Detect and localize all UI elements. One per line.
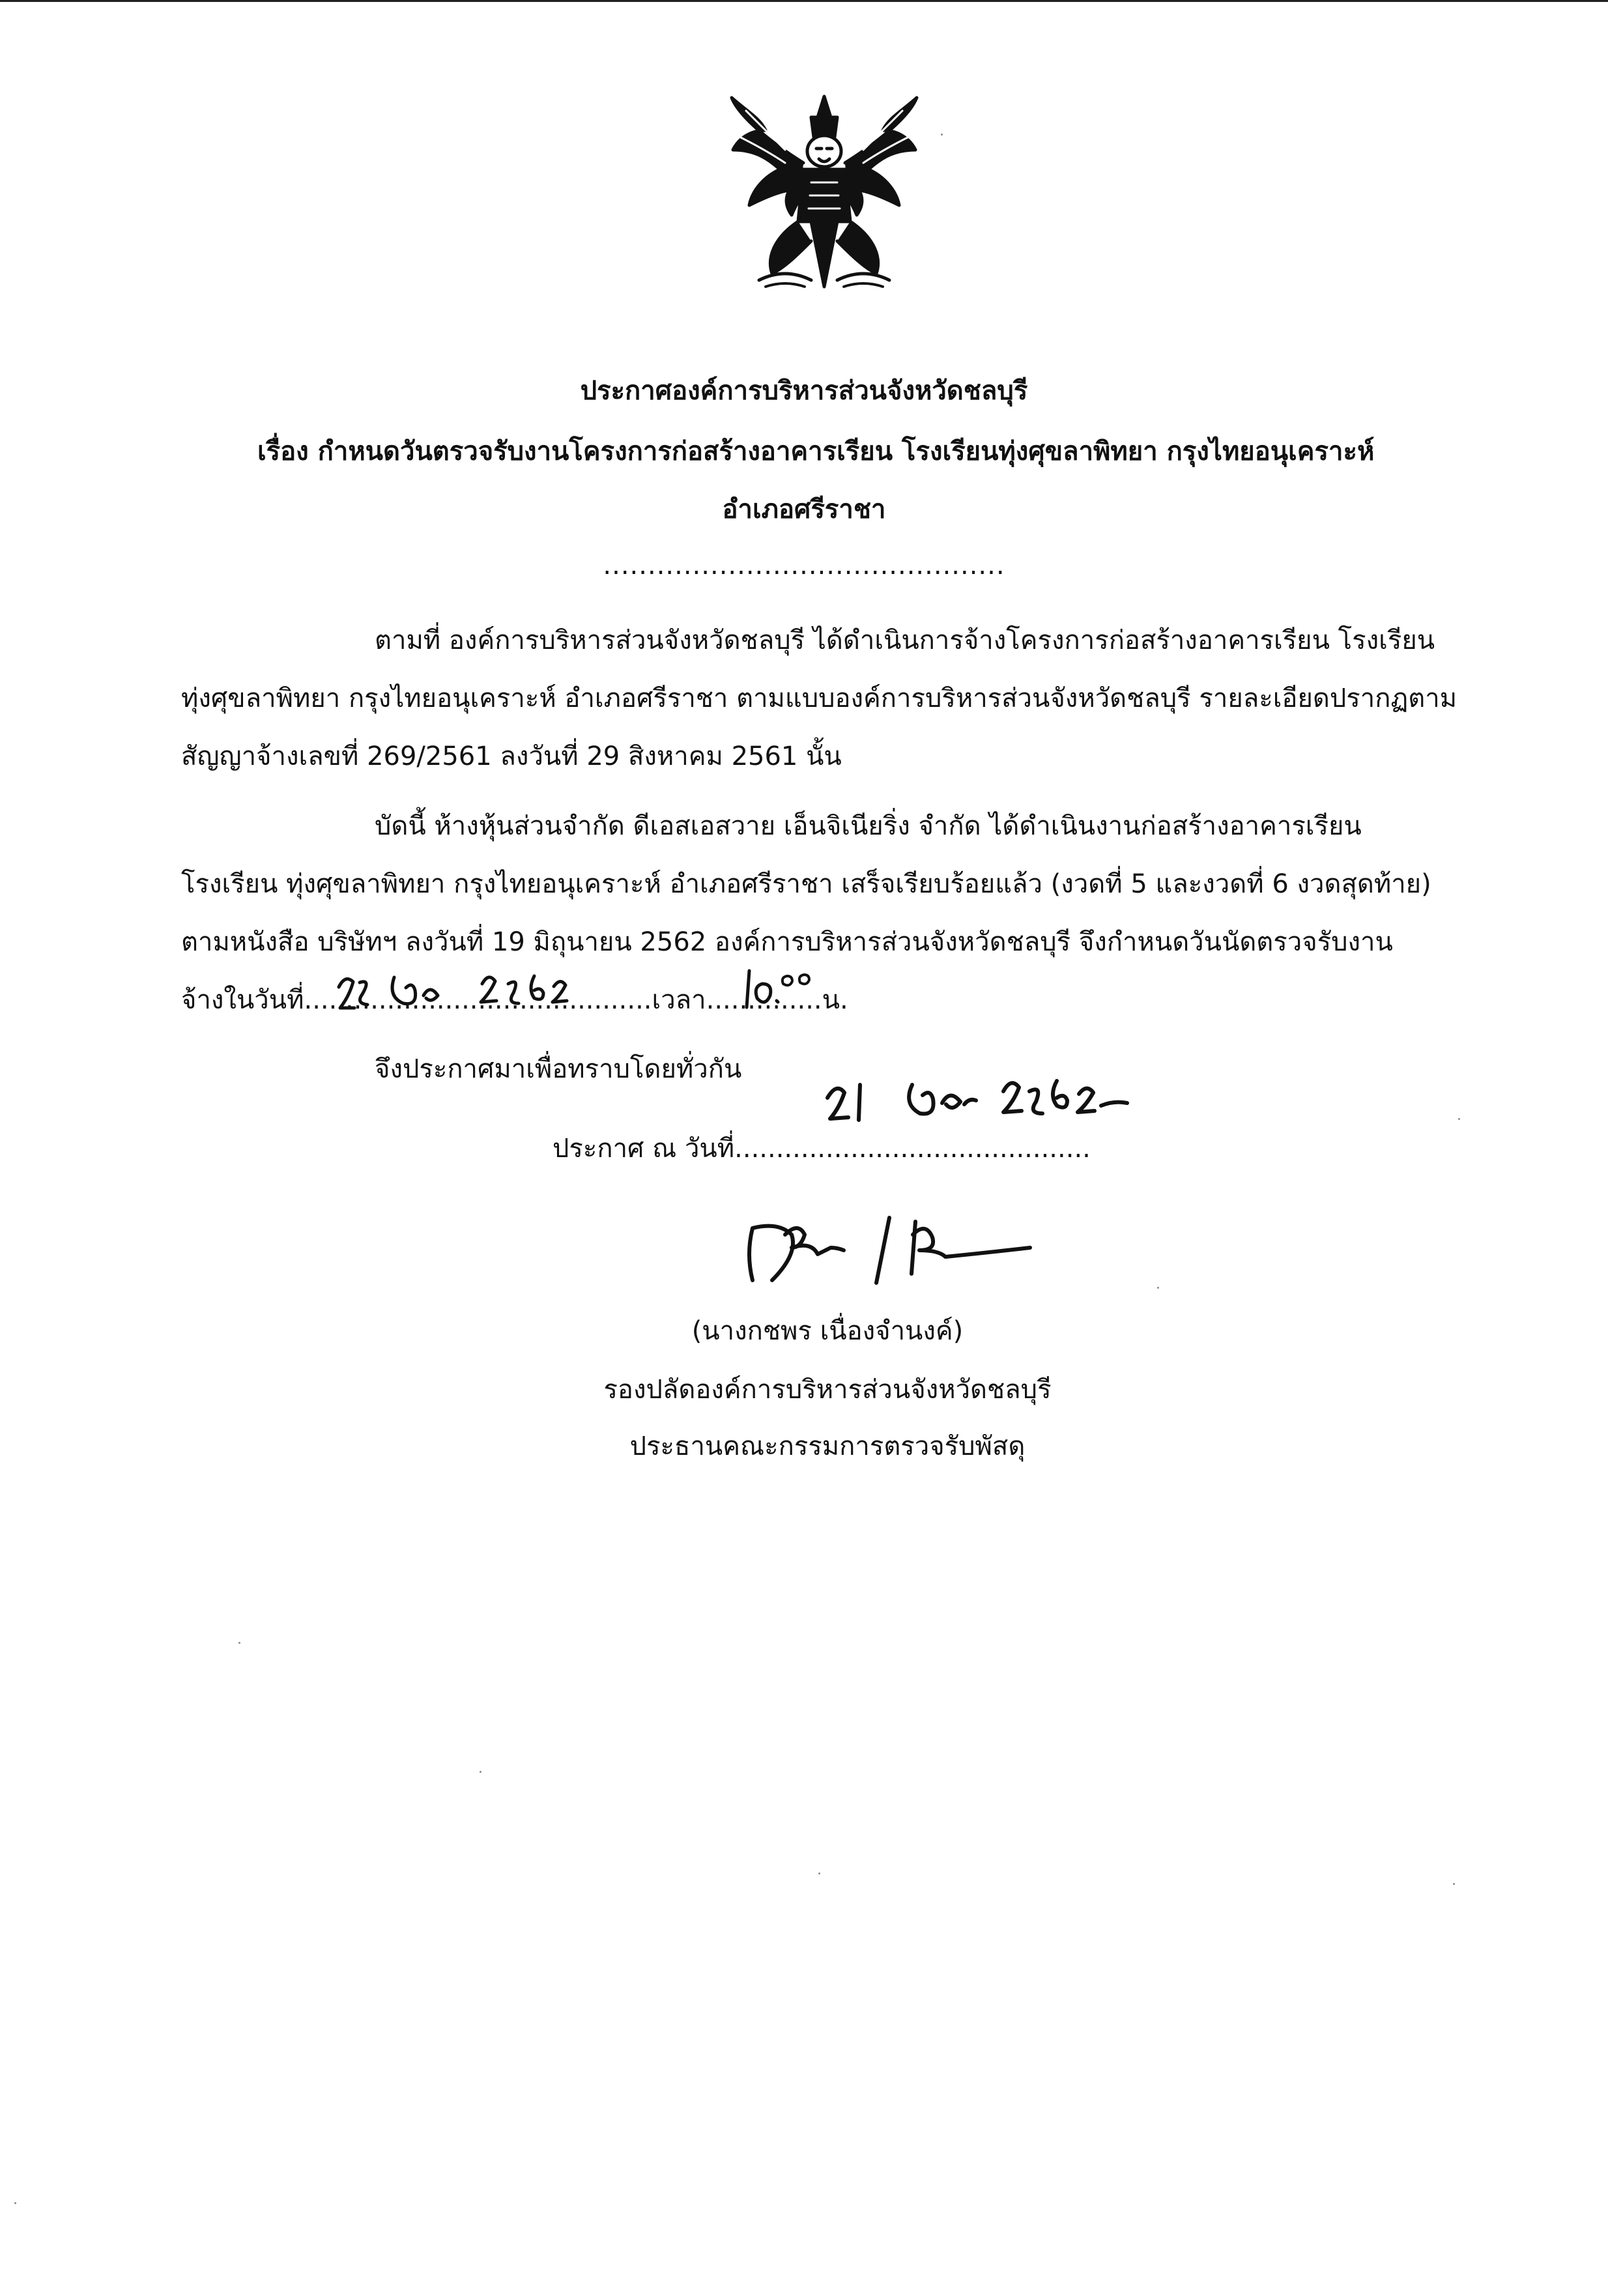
handwritten-signature (739, 1209, 1065, 1287)
announcement-subject: เรื่อง กำหนดวันตรวจรับงานโครงการก่อสร้างอาคารเรียน โรงเรียนทุ่งศุขลาพิทยา กรุงไทยอนุเคราะห์ (257, 437, 1375, 466)
handwritten-inspection-time (736, 958, 854, 1010)
inspection-date-dots: .......................................... (304, 985, 652, 1015)
announce-date-label: ประกาศ ณ วันที่ (553, 1134, 735, 1164)
inspection-time-dots: .............. (706, 985, 822, 1015)
scan-speck (818, 1873, 820, 1874)
header-separator: ............................................. (603, 551, 1005, 581)
scan-speck (14, 2202, 16, 2204)
scan-speck (1453, 1883, 1455, 1885)
scan-speck (941, 134, 943, 136)
scan-speck (1157, 1287, 1159, 1289)
inspection-time-unit: น. (822, 985, 848, 1015)
closing-text: จึงประกาศมาเพื่อทราบโดยทั่วกัน (375, 1054, 742, 1084)
signatory-committee-role: ประธานคณะกรรมการตรวจรับพัสดุ (629, 1431, 1026, 1461)
signatory-name: (นางกชพร เนื่องจำนงค์) (691, 1316, 964, 1346)
handwritten-announce-date (814, 1059, 1153, 1130)
signatory-position: รองปลัดองค์การบริหารส่วนจังหวัดชลบุรี (603, 1375, 1052, 1405)
announce-date-dots: ........................................... (734, 1134, 1091, 1164)
scan-speck (480, 1771, 481, 1773)
announcement-title: ประกาศองค์การบริหารส่วนจังหวัดชลบุรี (580, 376, 1028, 406)
page-top-edge (0, 0, 1608, 2)
para1-line1: ตามที่ องค์การบริหารส่วนจังหวัดชลบุรี ได้ดำเนินการจ้างโครงการก่อสร้างอาคารเรียน โรงเรียน (375, 625, 1435, 655)
inspection-time-label: เวลา (652, 985, 706, 1015)
scan-speck (1458, 1118, 1460, 1120)
para2-line3: ตามหนังสือ บริษัทฯ ลงวันที่ 19 มิถุนายน 2562 องค์การบริหารส่วนจังหวัดชลบุรี จึงกำหนดวันนัดตรวจรับงาน (181, 927, 1393, 957)
inspection-date-label: จ้างในวันที่ (181, 985, 304, 1015)
para1-line3: สัญญาจ้างเลขที่ 269/2561 ลงวันที่ 29 สิงหาคม 2561 นั้น (181, 741, 842, 771)
garuda-emblem-icon (720, 91, 928, 300)
scan-speck (238, 1642, 240, 1644)
para2-line1: บัดนี้ ห้างหุ้นส่วนจำกัด ดีเอสเอสวาย เอ็นจิเนียริ่ง จำกัด ได้ดำเนินงานก่อสร้างอาคารเรียน (375, 811, 1362, 841)
handwritten-inspection-date (326, 958, 639, 1016)
para1-line2: ทุ่งศุขลาพิทยา กรุงไทยอนุเคราะห์ อำเภอศรีราชา ตามแบบองค์การบริหารส่วนจังหวัดชลบุรี รายละเอียดปรากฏตาม (181, 683, 1457, 713)
para2-line2: โรงเรียน ทุ่งศุขลาพิทยา กรุงไทยอนุเคราะห์ อำเภอศรีราชา เสร็จเรียบร้อยแล้ว (งวดที่ 5 และงวดที่ 6 งวดสุดท้าย) (181, 869, 1431, 899)
announcement-subject-line2: อำเภอศรีราชา (722, 495, 886, 524)
announce-date-line (553, 1136, 1091, 1162)
